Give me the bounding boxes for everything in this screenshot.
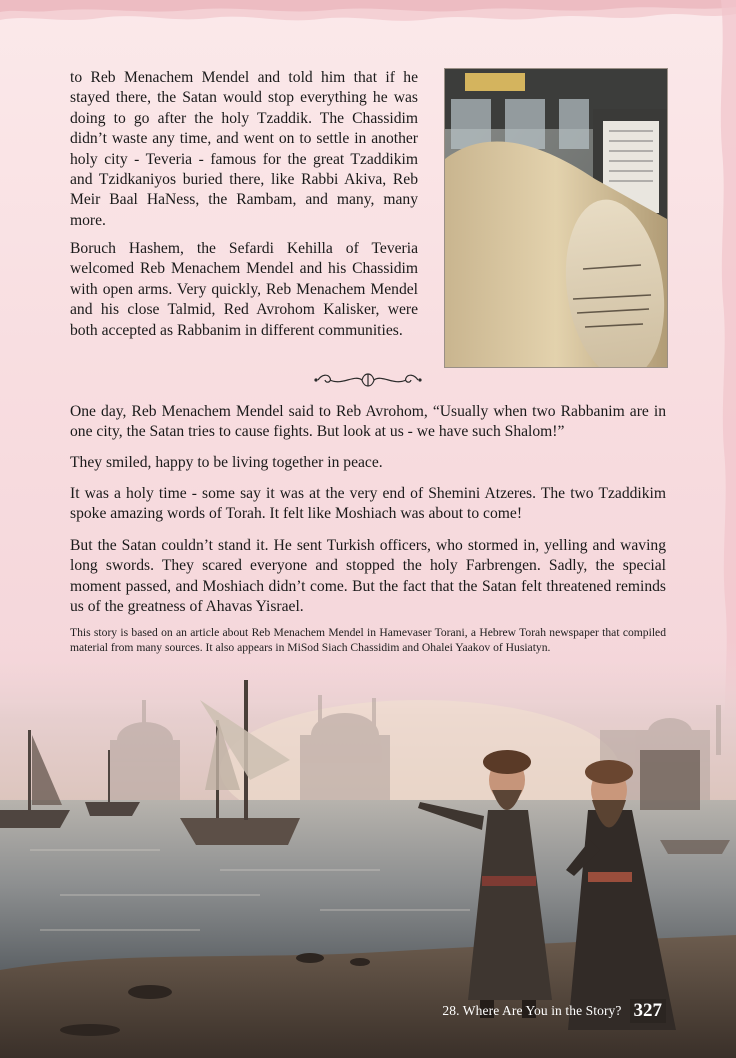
tomb-photo: [444, 68, 668, 368]
page-footer: [442, 998, 666, 1024]
scroll-ornament-icon: [312, 370, 424, 390]
chapter-title: 28. Where Are You in the Story?: [442, 1003, 622, 1018]
story-paragraph: They smiled, happy to be living together in peace.: [70, 454, 383, 471]
story-paragraph: One day, Reb Menachem Mendel said to Reb Avrohom, “Usually when two Rabbanim are in one city, the Satan tries to cause fights. But look at us - we have such Shalom!”: [70, 403, 666, 441]
torn-paper-edge-top: [0, 0, 736, 40]
story-paragraph: It was a holy time - some say it was at the very end of Shemini Atzeres. The two Tzaddikim spoke amazing words of Torah. It felt like Moshiach was about to come!: [70, 485, 666, 523]
page-number: 327: [630, 999, 667, 1023]
source-note: This story is based on an article about Reb Menachem Mendel in Hamevaser Torani, a Hebrew Torah newspaper that compiled material from many sources. It also appears in MiSod Siach Chassidim and Ohalei Yaakov of Husiatyn.: [70, 626, 666, 654]
story-paragraph: But the Satan couldn’t stand it. He sent Turkish officers, who stormed in, yelling and waving long swords. They scared everyone and stopped the holy Farbrengen. Sadly, the special moment passed, and Moshiach didn’t come. But the fact that the Satan felt threatened reminds us of the greatness of Ahavas Yisrael.: [70, 537, 666, 616]
story-paragraph: to Reb Menachem Mendel and told him that if he stayed there, the Satan would stop everything he was doing to go after the holy Tzaddik. The Chassidim didn’t waste any time, and went on to settle in another holy city - Teveria - famous for the great Tzaddikim and Tzidkaniyos buried there, like Rabbi Akiva, Reb Meir Baal HaNess, the Rambam, and many, many more.: [70, 69, 418, 229]
story-paragraph: Boruch Hashem, the Sefardi Kehilla of Teveria welcomed Reb Menachem Mendel and his Chassidim with open arms. Very quickly, Reb Menachem Mendel and his close Talmid, Red Avrohom Kalisker, were both accepted as Rabbanim in different communities.: [70, 240, 418, 339]
harbor-illustration: [0, 640, 736, 1058]
